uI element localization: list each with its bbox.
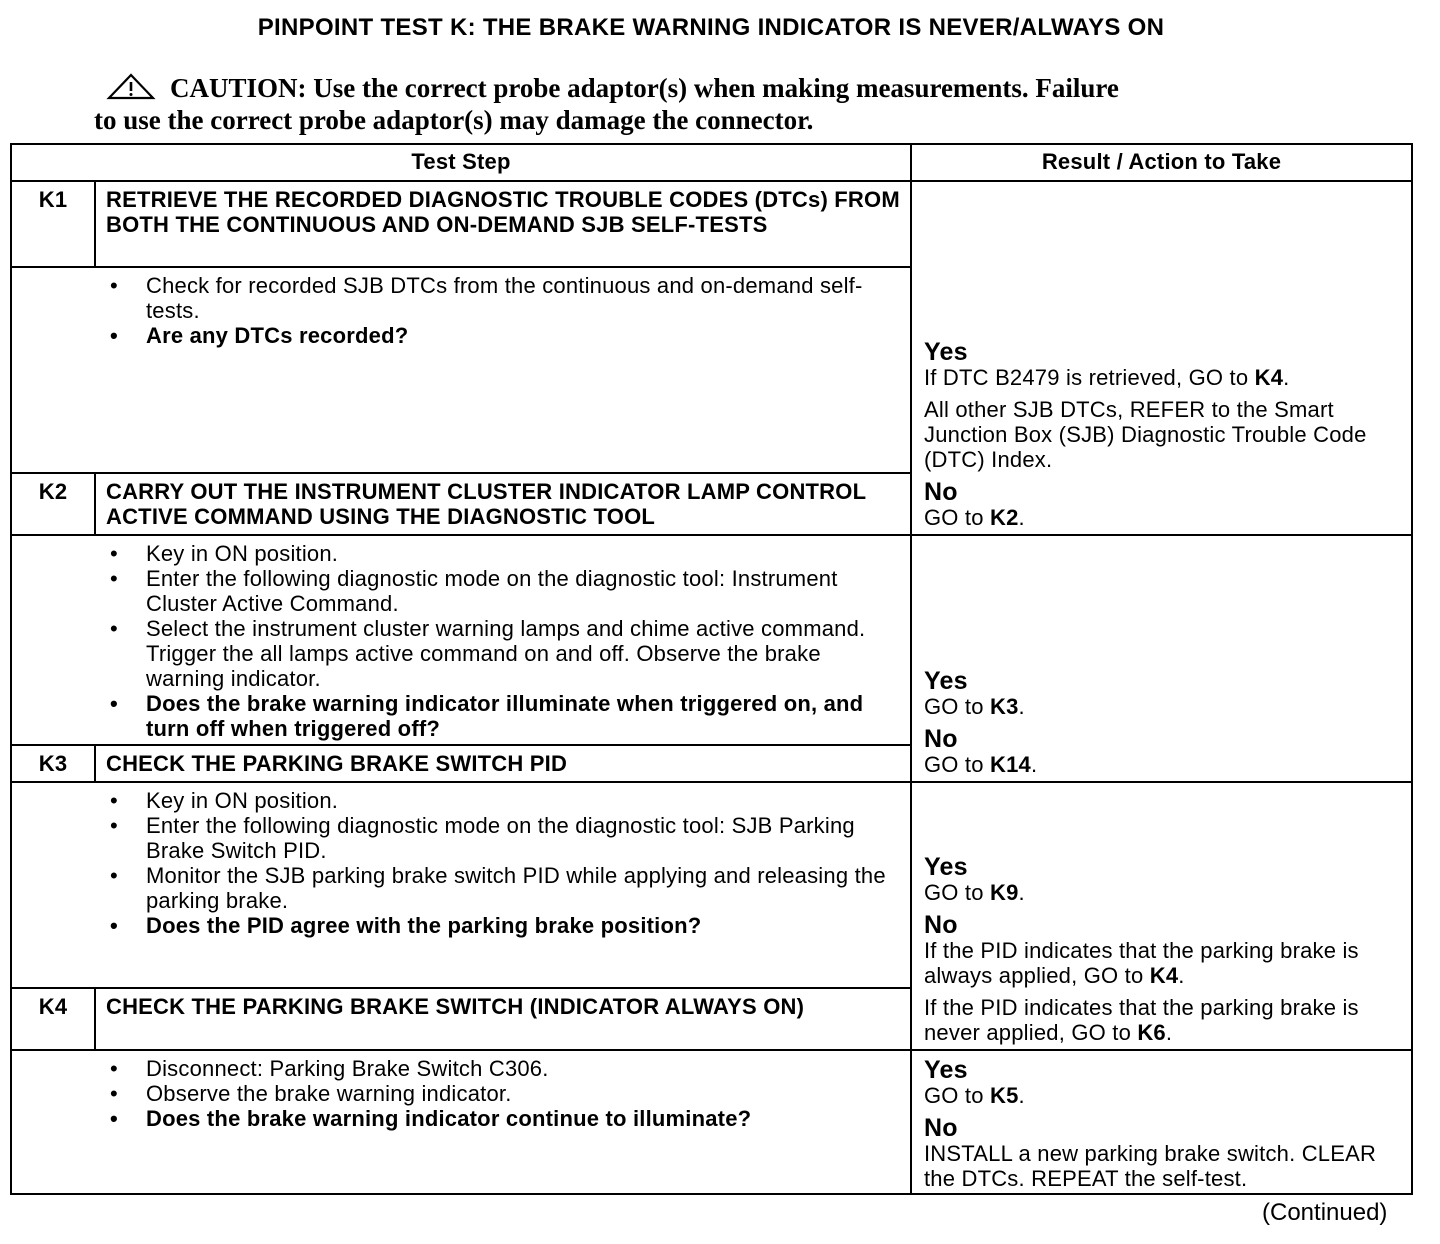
header-result: Result / Action to Take [912, 145, 1411, 182]
page-title: PINPOINT TEST K: THE BRAKE WARNING INDICATOR IS NEVER/ALWAYS ON [257, 14, 1165, 41]
step-k4-bullet-2: • Observe the brake warning indicator. [108, 1081, 900, 1106]
step-k3-bullet-3: • Monitor the SJB parking brake switch PID while applying and releasing the parking brake. [108, 863, 900, 913]
step-k2-bullet-3: • Select the instrument cluster warning lamps and chime active command. Trigger the all lamps active command on and off. Observe the brake warning indicator. [108, 616, 900, 691]
step-body-k4 [12, 1051, 912, 1195]
step-title-k3: CHECK THE PARKING BRAKE SWITCH PID [96, 746, 912, 783]
step-k1-bullet-1: • Check for recorded SJB DTCs from the continuous and on-demand self-tests. [108, 273, 900, 323]
goto-ref: K4 [1149, 963, 1179, 988]
step-k2-bullet-1: • Key in ON position. [108, 541, 900, 566]
result-k2-yes-label: Yes [924, 667, 968, 695]
step-title-k1: RETRIEVE THE RECORDED DIAGNOSTIC TROUBLE CODES (DTCs) FROM BOTH THE CONTINUOUS AND ON-DEMAND SJB SELF-TESTS [96, 182, 912, 268]
step-k4-bullet-1: • Disconnect: Parking Brake Switch C306. [108, 1056, 900, 1081]
result-k2-no-1: GO to K14. [924, 752, 1038, 777]
step-k3-bullet-2: • Enter the following diagnostic mode on the diagnostic tool: SJB Parking Brake Switch PID. [108, 813, 900, 863]
caution-line-1: CAUTION: Use the correct probe adaptor(s) when making measurements. Failure [170, 73, 1119, 103]
result-k3-no-1: If the PID indicates that the parking brake is always applied, GO to K4. [924, 938, 1359, 988]
step-k4-question: • Does the brake warning indicator continue to illuminate? [108, 1106, 900, 1131]
goto-ref: K2 [990, 505, 1019, 530]
step-id-k1: K1 [12, 182, 96, 268]
result-k4-no-label: No [924, 1114, 958, 1142]
step-k3-bullet-1: • Key in ON position. [108, 788, 900, 813]
result-k1-no-label: No [924, 478, 958, 506]
result-k2-no-label: No [924, 725, 958, 753]
step-body-k2 [12, 536, 912, 746]
step-body-k1 [12, 268, 912, 474]
result-k3-yes-1: GO to K9. [924, 880, 1025, 905]
step-id-k4: K4 [12, 989, 96, 1051]
result-k1-yes-1: If DTC B2479 is retrieved, GO to K4. [924, 365, 1290, 390]
result-k3-yes-label: Yes [924, 853, 968, 881]
continued-note: (Continued) [1262, 1199, 1388, 1226]
header-test-step: Test Step [12, 145, 912, 182]
goto-ref: K5 [990, 1083, 1019, 1108]
caution-note [94, 72, 1314, 136]
pinpoint-test-table [10, 143, 1413, 1195]
step-k2-question: • Does the brake warning indicator illuminate when triggered on, and turn off when triggered off? [108, 691, 900, 741]
result-k1 [912, 268, 1411, 536]
step-k1-question: • Are any DTCs recorded? [108, 323, 900, 348]
result-k4-no-1: INSTALL a new parking brake switch. CLEAR the DTCs. REPEAT the self-test. [924, 1141, 1377, 1191]
result-k3-no-2: If the PID indicates that the parking brake is never applied, GO to K6. [924, 995, 1359, 1045]
result-k2-yes-1: GO to K3. [924, 694, 1025, 719]
step-k2-bullet-2: • Enter the following diagnostic mode on the diagnostic tool: Instrument Cluster Active Command. [108, 566, 900, 616]
goto-ref: K9 [990, 880, 1019, 905]
result-k4-yes-label: Yes [924, 1056, 968, 1084]
result-k3-no-label: No [924, 911, 958, 939]
result-k1-yes-label: Yes [924, 338, 968, 366]
step-id-k2: K2 [12, 474, 96, 536]
step-k3-question: • Does the PID agree with the parking brake position? [108, 913, 900, 938]
goto-ref: K4 [1254, 365, 1284, 390]
result-k1-no-1: GO to K2. [924, 505, 1025, 530]
goto-ref: K3 [990, 694, 1019, 719]
goto-ref: K6 [1137, 1020, 1166, 1045]
result-k4 [912, 1051, 1411, 1195]
result-k4-yes-1: GO to K5. [924, 1083, 1025, 1108]
step-title-k2: CARRY OUT THE INSTRUMENT CLUSTER INDICATOR LAMP CONTROL ACTIVE COMMAND USING THE DIAGNOSTIC TOOL [96, 474, 912, 536]
result-k1-yes-2: All other SJB DTCs, REFER to the Smart Junction Box (SJB) Diagnostic Trouble Code (DTC) Index. [924, 397, 1367, 472]
step-body-k3 [12, 783, 912, 989]
result-k2 [912, 536, 1411, 783]
warning-triangle-icon [106, 73, 156, 101]
step-id-k3: K3 [12, 746, 96, 783]
step-title-k4: CHECK THE PARKING BRAKE SWITCH (INDICATOR ALWAYS ON) [96, 989, 912, 1051]
goto-ref: K14 [990, 752, 1031, 777]
caution-line-2: to use the correct probe adaptor(s) may damage the connector. [94, 105, 814, 135]
result-k3 [912, 783, 1411, 1051]
